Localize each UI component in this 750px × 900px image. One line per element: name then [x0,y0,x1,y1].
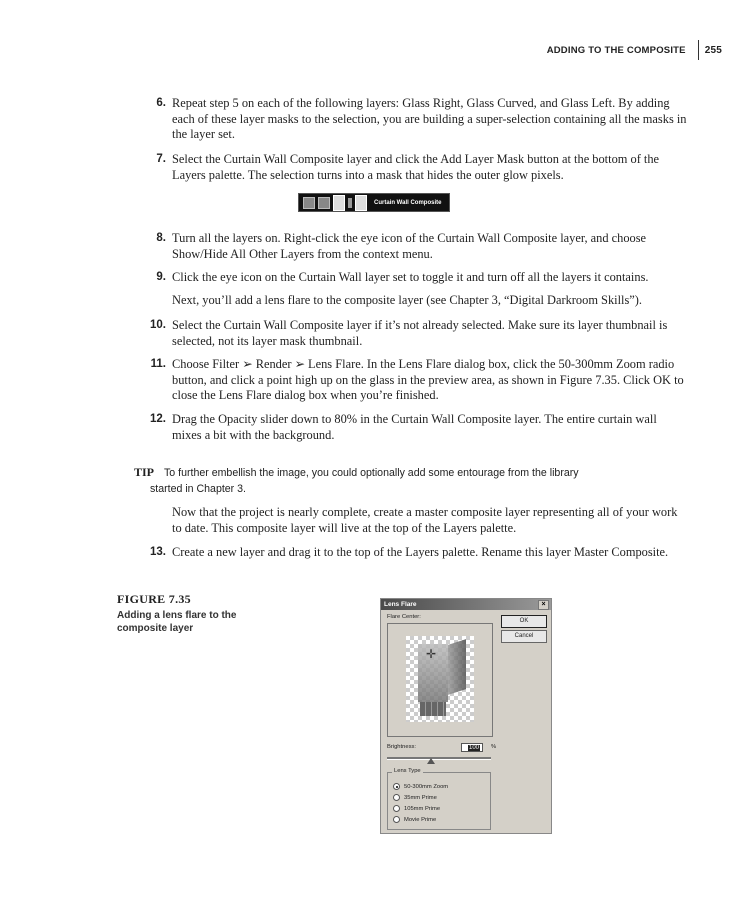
header-divider [698,40,699,60]
step-number: 7. [156,153,166,165]
radio-button[interactable] [393,794,400,801]
step-number: 11. [150,358,166,370]
tip-text-line2: started in Chapter 3. [150,483,246,495]
chain-link-icon [348,198,352,208]
brightness-value: 100 [468,745,479,751]
tip-box [134,464,674,497]
radio-label: 50-300mm Zoom [404,783,449,790]
dialog-title: Lens Flare [384,601,417,608]
step-text: Select the Curtain Wall Composite layer if it’s not already selected. Make sure its layer thumbnail is selected, not its layer mask thumbnail. [172,318,668,348]
radio-50-300mm-zoom[interactable] [393,783,448,790]
flare-preview[interactable] [387,623,493,737]
step-text: Choose Filter ➢ Render ➢ Lens Flare. In the Lens Flare dialog box, click the 50-300mm Zoom radio button, and click a point high up on the glass in the preview area, as shown in Figure 7.35. Click OK to close the Lens Flare dialog box when you’re finished. [172,357,684,402]
brightness-slider-thumb[interactable] [427,758,435,764]
brightness-label: Brightness: [387,744,416,750]
transparency-checkerboard [406,636,474,722]
figure-label: FIGURE 7.35 [117,592,191,606]
brightness-input[interactable] [461,743,483,752]
caption-line: Adding a lens flare to the [117,610,237,621]
running-header [547,40,722,60]
step-text: Drag the Opacity slider down to 80% in the Curtain Wall Composite layer. The entire curtain wall mixes a bit with the background. [172,412,657,442]
brightness-slider-track[interactable] [387,757,491,760]
figure-caption [117,592,297,635]
brightness-row [387,743,547,753]
radio-35mm-prime[interactable] [393,794,437,801]
lens-type-group [387,768,491,830]
lens-flare-dialog [380,598,552,834]
building-base-shape [420,702,446,716]
tip-label: TIP [134,465,155,479]
ok-button[interactable]: OK [501,615,547,628]
page-number: 255 [704,44,722,56]
step-number: 8. [156,232,166,244]
section-title: ADDING TO THE COMPOSITE [546,44,686,56]
layer-mask-thumbnail [355,195,367,211]
brush-icon [318,197,330,209]
figure-description [117,609,297,635]
layer-row-screenshot [298,193,450,212]
flare-center-label: Flare Center: [387,614,421,620]
dialog-titlebar [381,599,551,610]
step-number: 6. [156,97,166,109]
radio-button[interactable] [393,805,400,812]
step-text: Repeat step 5 on each of the following layers: Glass Right, Glass Curved, and Glass Left. By adding each of these layer masks to the selection, you are building a super-selection containing all the masks in the layer set. [172,96,687,141]
radio-movie-prime[interactable] [393,816,436,823]
percent-sign: % [491,744,497,750]
close-icon[interactable]: × [538,600,549,610]
radio-label: 105mm Prime [404,805,441,812]
eye-icon [303,197,315,209]
radio-label: 35mm Prime [404,794,437,801]
tip-text-line1: To further embellish the image, you could optionally add some entourage from the library [164,467,579,479]
radio-button[interactable] [393,816,400,823]
layer-name: Curtain Wall Composite [374,199,442,206]
caption-line: composite layer [117,623,194,634]
step-number: 10. [150,319,166,331]
radio-label: Movie Prime [404,816,437,823]
radio-button-selected[interactable] [393,783,400,790]
step-text: Click the eye icon on the Curtain Wall layer set to toggle it and turn off all the layers it contains. [172,270,649,284]
paragraph-now-master: Now that the project is nearly complete, create a master composite layer representing all of your work to date. This composite layer will live at the top of the Layers palette. [172,505,678,535]
crosshair-icon[interactable]: ✛ [426,647,437,661]
layer-thumbnail [333,195,345,211]
step-number: 12. [150,413,166,425]
cancel-button[interactable]: Cancel [501,630,547,643]
glass-right-shape [448,639,466,695]
step-text: Select the Curtain Wall Composite layer and click the Add Layer Mask button at the bottom of the Layers palette. The selection turns into a mask that hides the outer glow pixels. [172,152,660,182]
step-text: Create a new layer and drag it to the top of the Layers palette. Rename this layer Master Composite. [172,545,669,559]
step-number: 13. [150,546,166,558]
radio-105mm-prime[interactable] [393,805,440,812]
paragraph-next-lens-flare: Next, you’ll add a lens flare to the composite layer (see Chapter 3, “Digital Darkroom Skills”). [172,293,643,307]
step-number: 9. [156,271,166,283]
lens-type-label: Lens Type [394,768,421,774]
step-text: Turn all the layers on. Right-click the eye icon of the Curtain Wall Composite layer, and choose Show/Hide All Other Layers from the context menu. [172,231,647,261]
